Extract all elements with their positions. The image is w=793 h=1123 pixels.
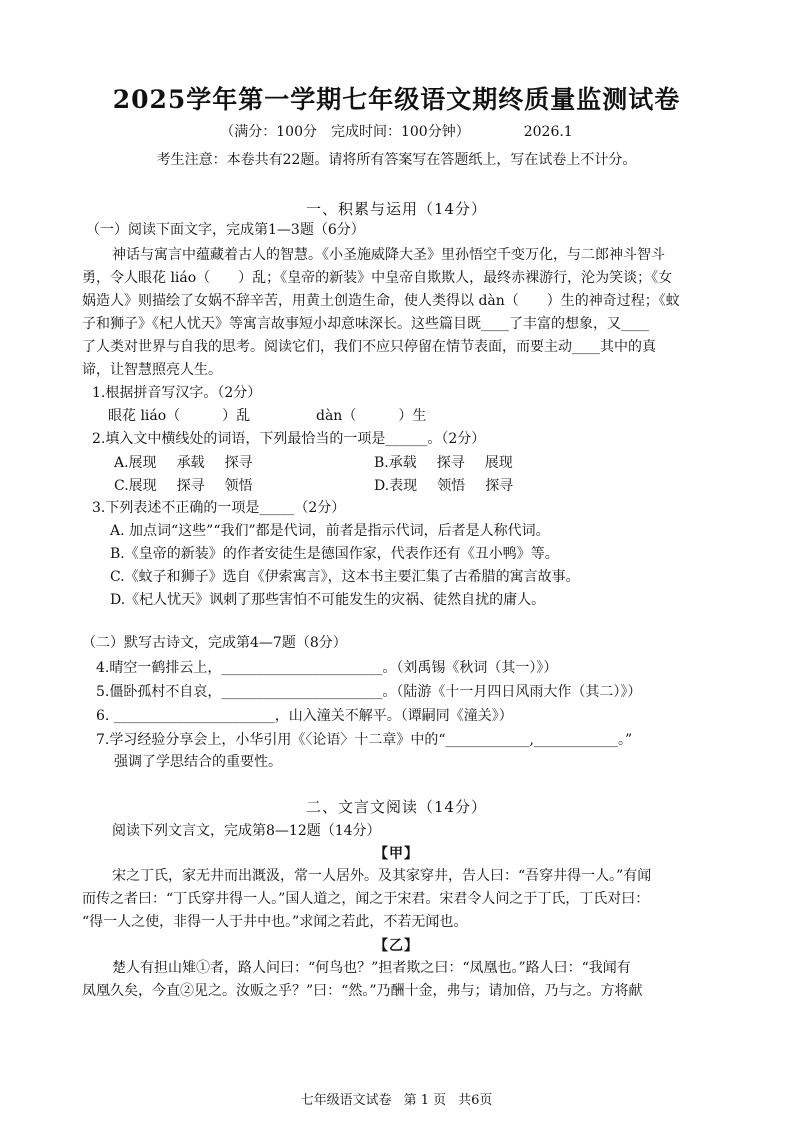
part1-intro: （一）阅读下面文字，完成第1—3题（6分） <box>86 222 365 238</box>
question-6: 6. _______________________，山入潼关不解平。（谭嗣同《潼关》） <box>96 708 513 724</box>
section2-heading: 二、文言文阅读（14分） <box>305 798 488 816</box>
section1-heading: 一、积累与运用（14分） <box>305 200 488 218</box>
exam-subtitle <box>0 121 793 141</box>
question-3: 3.下列表述不正确的一项是_____（2分） <box>92 500 346 516</box>
footer-page: 第 1 页 <box>403 1093 447 1108</box>
part2-intro: （二）默写古诗文，完成第4—7题（8分） <box>82 635 347 651</box>
marker-jia: 【甲】 <box>374 846 419 862</box>
exam-title: 2025学年第一学期七年级语文期终质量监测试卷 <box>112 85 681 114</box>
passage-line-3: 娲造人》则描绘了女娲不辞辛苦，用黄土创造生命，使人类得以 dàn（ ）生的神奇过程；《蚊 <box>82 293 680 309</box>
yi-line-1: 楚人有担山雉①者，路人问曰：“何鸟也？”担者欺之曰：“凤凰也。”路人曰：“我闻有 <box>112 960 631 976</box>
q3-option-d: D.《杞人忧天》讽刺了那些害怕不可能发生的灾祸、徒然自扰的庸人。 <box>110 592 546 608</box>
question-4: 4.晴空一鹤排云上，_______________________。（刘禹锡《秋词（其一）》） <box>96 660 558 676</box>
passage-line-1: 神话与寓言中蕴藏着古人的智慧。《小圣施威降大圣》里孙悟空千变万化，与二郎神斗智斗 <box>112 247 665 263</box>
passage-line-4: 子和狮子》《杞人忧天》等寓言故事短小却意味深长。这些篇目既____了丰富的想象，又____ <box>82 316 649 332</box>
q2-option-b: B.承载 探寻 展现 <box>374 455 513 471</box>
passage-line-5: 了人类对世界与自我的思考。阅读它们，我们不应只停留在情节表面，而要主动____其中的真 <box>82 339 656 355</box>
passage-line-6: 谛，让智慧照亮人生。 <box>82 362 222 378</box>
q3-option-c: C.《蚊子和狮子》选自《伊索寓言》，这本书主要汇集了古希腊的寓言故事。 <box>110 569 580 585</box>
marker-yi: 【乙】 <box>374 938 419 954</box>
jia-line-1: 宋之丁氏，家无井而出溉汲，常一人居外。及其家穿井，告人曰：“吾穿井得一人。”有闻 <box>112 868 652 884</box>
score-time: （满分：100分 完成时间：100分钟） <box>220 124 470 140</box>
q1-fill-a: 眼花 liáo（ ）乱 <box>108 408 251 424</box>
passage-line-2: 勇，令人眼花 liáo（ ）乱；《皇帝的新装》中皇帝自欺欺人，最终赤裸游行，沦为笑谈；《女 <box>82 270 673 286</box>
question-7: 7.学习经验分享会上，小华引用《〈论语〉十二章》中的“____________,____________。” <box>96 732 633 748</box>
question-7-cont: 强调了学思结合的重要性。 <box>114 754 282 770</box>
q3-option-b: B.《皇帝的新装》的作者安徒生是德国作家，代表作还有《丑小鸭》等。 <box>110 546 559 562</box>
question-2: 2.填入文中横线处的词语，下列最恰当的一项是______。（2分） <box>92 431 486 447</box>
question-1: 1.根据拼音写汉字。（2分） <box>92 385 262 401</box>
jia-line-2: 而传之者曰：“丁氏穿井得一人。”国人道之，闻之于宋君。宋君令人问之于丁氏，丁氏对曰： <box>82 891 650 907</box>
question-5: 5.僵卧孤村不自哀，_______________________。（陆游《十一月四日风雨大作（其二）》） <box>96 684 642 700</box>
exam-notice: 考生注意：本卷共有22题。请将所有答案写在答题纸上，写在试卷上不计分。 <box>156 152 637 168</box>
exam-date: 2026.1 <box>523 124 573 140</box>
footer-total: 共6页 <box>458 1093 493 1108</box>
page-footer <box>0 1089 793 1108</box>
q1-fill-b: dàn（ ）生 <box>316 408 427 424</box>
q2-option-a: A.展现 承载 探寻 <box>114 455 253 471</box>
section2-intro: 阅读下列文言文，完成第8—12题（14分） <box>112 823 381 839</box>
jia-line-3: “得一人之使，非得一人于井中也。”求闻之若此，不若无闻也。 <box>82 914 468 930</box>
footer-paper: 七年级语文试卷 <box>300 1093 392 1108</box>
q3-option-a: A. 加点词“这些”“我们”都是代词，前者是指示代词，后者是人称代词。 <box>110 523 550 539</box>
yi-line-2: 凤凰久矣，今直②见之。汝贩之乎？”曰：“然。”乃酬十金，弗与；请加倍，乃与之。方将献 <box>82 983 643 999</box>
q2-option-d: D.表现 领悟 探寻 <box>374 478 514 494</box>
q2-option-c: C.展现 探寻 领悟 <box>114 478 253 494</box>
